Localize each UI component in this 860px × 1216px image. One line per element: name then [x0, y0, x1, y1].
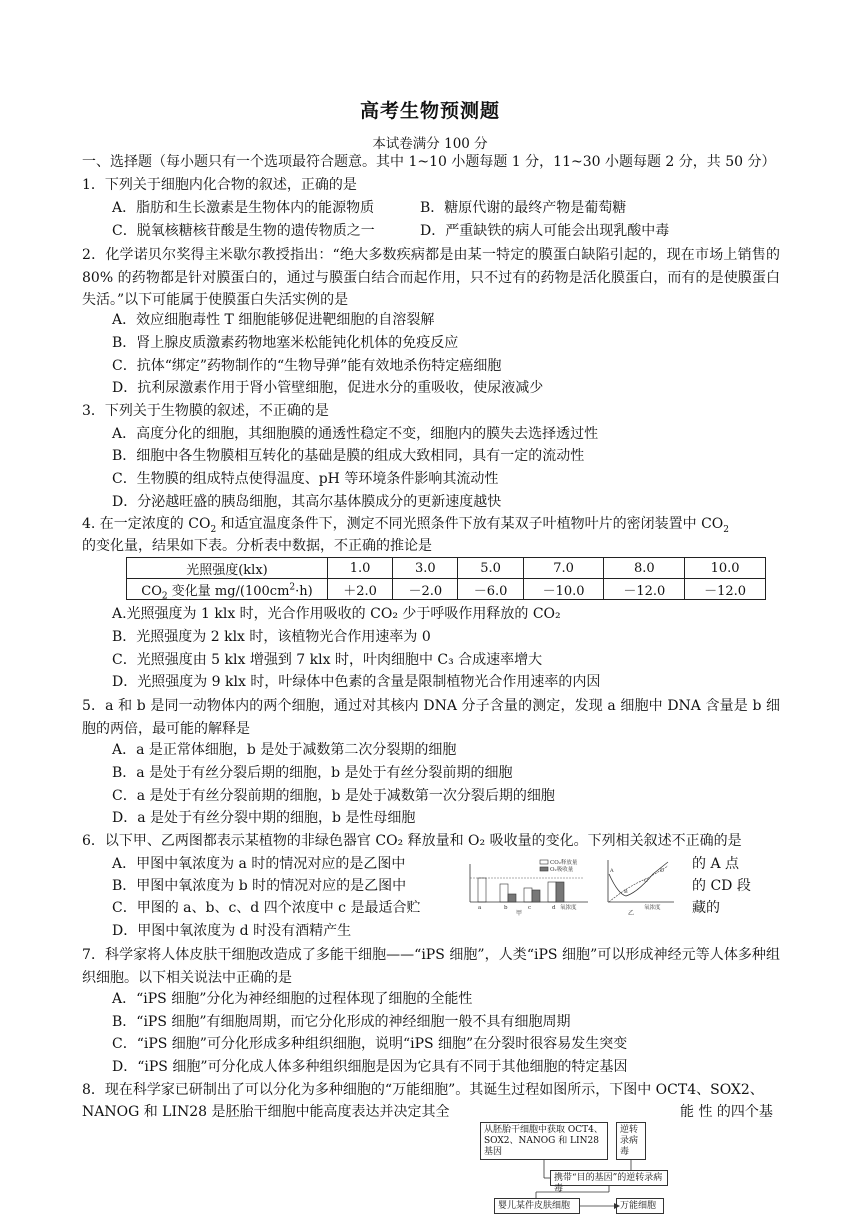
q4-option-a: A.光照强度为 1 klx 时，光合作用吸收的 CO₂ 少于呼吸作用释放的 CO₂ — [112, 606, 561, 622]
figure-yi — [608, 860, 674, 916]
table-cell: 1.0 — [328, 558, 393, 579]
q7-option-d: D．“iPS 细胞”可分化成人体多种组织细胞是因为它具有不同于其他细胞的特定基因 — [112, 1059, 628, 1075]
flow-box-genes: 从胚胎干细胞中获取 OCT4、SOX2、NANOG 和 LIN28 基因 — [480, 1122, 608, 1160]
q8-flow-diagram — [476, 1118, 776, 1216]
q8-stem-line2-end: 能 性 的四个基 — [680, 1104, 773, 1120]
q8-stem-line1: 8．现在科学家已研制出了可以分化为多种细胞的“万能细胞”。其诞生过程如图所示，下图中 OCT4、SOX2、 — [82, 1082, 764, 1098]
q4-stem-line1: 4. 在一定浓度的 $CO_2$ 和适宜温度条件下，测定不同光照条件下放有某双子叶植物叶片的密闭装置中 $CO_2$ — [82, 516, 730, 535]
table-cell: 5.0 — [458, 558, 523, 579]
q3-option-d: D．分泌越旺盛的胰岛细胞，其高尔基体膜成分的更新速度越快 — [112, 494, 502, 510]
svg-text:D: D — [660, 868, 665, 874]
q5-option-b: B．a 是处于有丝分裂后期的细胞，b 是处于有丝分裂前期的细胞 — [112, 765, 513, 781]
page-subtitle: 本试卷满分 100 分 — [372, 136, 488, 152]
flow-arrows — [476, 1118, 776, 1216]
q7-option-a: A．“iPS 细胞”分化为神经细胞的过程体现了细胞的全能性 — [112, 991, 473, 1007]
svg-text:c: c — [528, 905, 532, 911]
q6-figure — [448, 856, 678, 916]
page-title: 高考生物预测题 — [359, 100, 500, 122]
table-cell: －10.0 — [523, 579, 604, 600]
figure-jia — [470, 858, 588, 916]
q6-option-b-end: 的 CD 段 — [692, 878, 751, 894]
table-cell: －6.0 — [458, 579, 523, 600]
q2-option-d: D．抗利尿激素作用于肾小管壁细胞，促进水分的重吸收，使尿液减少 — [112, 380, 544, 396]
q6-stem: 6．以下甲、乙两图都表示某植物的非绿色器官 CO₂ 释放量和 O₂ 吸收量的变化。下列相关叙述不正确的是 — [82, 833, 742, 849]
q4-stem-line2: 的变化量，结果如下表。分析表中数据，不正确的推论是 — [82, 538, 432, 554]
table-header-co2: $CO_2$ 变化量 $mg/(100cm^2\cdot h)$ — [127, 579, 328, 600]
q2-option-a: A．效应细胞毒性 T 细胞能够促进靶细胞的自溶裂解 — [112, 312, 435, 328]
q7-stem: 7．科学家将人体皮肤干细胞改造成了多能干细胞——“iPS 细胞”，人类“iPS 细胞”可以形成神经元等人体多种组织细胞。以下相关说法中正确的是 — [82, 947, 780, 986]
q5-stem: 5．a 和 b 是同一动物体内的两个细胞，通过对其核内 DNA 分子含量的测定，发现 a 细胞中 DNA 含量是 b 细胞的两倍，最可能的解释是 — [82, 698, 780, 737]
q3-option-b: B．细胞中各生物膜相互转化的基础是膜的组成大致相同，具有一定的流动性 — [112, 448, 585, 464]
q4-option-c: C．光照强度由 5 klx 增强到 7 klx 时，叶肉细胞中 C₃ 合成速率增大 — [112, 652, 543, 668]
svg-text:A: A — [610, 868, 614, 874]
q1-option-b: B．糖原代谢的最终产物是葡萄糖 — [420, 200, 627, 216]
svg-text:b: b — [504, 905, 508, 911]
table-cell: －12.0 — [604, 579, 685, 600]
q6-option-a: A．甲图中氧浓度为 a 时的情况对应的是乙图中 — [112, 856, 406, 872]
table-row-co2 — [127, 579, 766, 600]
svg-text:C: C — [644, 878, 648, 884]
q4-option-b: B．光照强度为 2 klx 时，该植物光合作用速率为 0 — [112, 629, 431, 645]
table-cell: 7.0 — [523, 558, 604, 579]
q1-option-a: A．脂肪和生长激素是生物体内的能源物质 — [112, 200, 375, 216]
q4-option-d: D．光照强度为 9 klx 时，叶绿体中色素的含量是限制植物光合作用速率的内因 — [112, 674, 601, 690]
q7-option-c: C．“iPS 细胞”可分化形成多种组织细胞，说明“iPS 细胞”在分裂时很容易发生突变 — [112, 1036, 628, 1052]
flow-box-carrier-virus: 携带“目的基因”的逆转录病毒 — [550, 1170, 668, 1186]
q2-stem: 2．化学诺贝尔奖得主米歇尔教授指出：“绝大多数疾病都是由某一特定的膜蛋白缺陷引起的，现在市场上销售的 80% 的药物都是针对膜蛋白的，通过与膜蛋白结合而起作用，只不过有的药物是活化膜蛋白，而有的是使膜蛋白失活。”以下可能属于使膜蛋白失活实例的是 — [82, 247, 780, 308]
table-cell: 3.0 — [393, 558, 458, 579]
q5-option-a: A．a 是正常体细胞，b 是处于减数第二次分裂期的细胞 — [112, 742, 457, 758]
svg-text:a: a — [478, 905, 482, 911]
axis-label-oxygen: 氧浓度 — [560, 905, 577, 911]
label-jia: 甲 — [516, 910, 523, 916]
q1-stem: 1．下列关于细胞内化合物的叙述，正确的是 — [82, 177, 357, 193]
legend-co2: CO₂释放量 — [550, 860, 578, 866]
svg-text:B: B — [624, 889, 628, 895]
q6-option-b: B．甲图中氧浓度为 b 时的情况对应的是乙图中 — [112, 878, 407, 894]
label-yi: 乙 — [628, 910, 635, 916]
table-cell: 10.0 — [685, 558, 766, 579]
q5-option-d: D．a 是处于有丝分裂中期的细胞，b 是性母细胞 — [112, 810, 416, 826]
flow-box-skin-cell: 婴儿某件皮肤细胞 — [494, 1198, 580, 1214]
q1-option-d: D．严重缺铁的病人可能会出现乳酸中毒 — [420, 223, 670, 239]
table-cell: －2.0 — [393, 579, 458, 600]
table-cell: 8.0 — [604, 558, 685, 579]
q6-option-d: D．甲图中氧浓度为 d 时没有酒精产生 — [112, 923, 352, 939]
flow-box-virus: 逆转录病毒 — [616, 1122, 646, 1160]
q4-data-table — [126, 557, 766, 600]
section-heading: 一、选择题（每小题只有一个选项最符合题意。其中 1~10 小题每题 1 分，11~30 小题每题 2 分，共 50 分） — [82, 154, 776, 170]
q3-option-c: C．生物膜的组成特点使得温度、pH 等环境条件影响其流动性 — [112, 471, 499, 487]
q6-option-a-end: 的 A 点 — [692, 856, 740, 872]
q7-option-b: B．“iPS 细胞”有细胞周期，而它分化形成的神经细胞一般不具有细胞周期 — [112, 1014, 571, 1030]
table-row-light — [127, 558, 766, 579]
q6-option-c: C．甲图的 a、b、c、d 四个浓度中 c 是最适合贮 — [112, 900, 421, 916]
table-header-light: 光照强度(klx) — [127, 558, 328, 579]
q1-option-c: C．脱氧核糖核苷酸是生物的遗传物质之一 — [112, 223, 375, 239]
q6-option-c-end: 藏的 — [692, 900, 720, 916]
table-cell: ＋2.0 — [328, 579, 393, 600]
q5-option-c: C．a 是处于有丝分裂前期的细胞，b 是处于减数第一次分裂后期的细胞 — [112, 788, 555, 804]
q8-stem-line2: NANOG 和 LIN28 是胚胎干细胞中能高度表达并决定其全 — [82, 1104, 450, 1120]
q2-option-b: B．肾上腺皮质激素药物地塞米松能钝化机体的免疫反应 — [112, 335, 459, 351]
axis-label-oxygen-2: 氧浓度 — [644, 905, 661, 911]
table-cell: －12.0 — [685, 579, 766, 600]
q3-stem: 3．下列关于生物膜的叙述，不正确的是 — [82, 403, 329, 419]
flow-box-universal-cell: 万能细胞 — [616, 1198, 664, 1214]
q2-option-c: C．抗体“绑定”药物制作的“生物导弹”能有效地杀伤特定癌细胞 — [112, 358, 502, 374]
q3-option-a: A．高度分化的细胞，其细胞膜的通透性稳定不变，细胞内的膜失去选择透过性 — [112, 426, 599, 442]
svg-text:d: d — [552, 905, 556, 911]
legend-o2: O₂吸收量 — [550, 867, 574, 873]
